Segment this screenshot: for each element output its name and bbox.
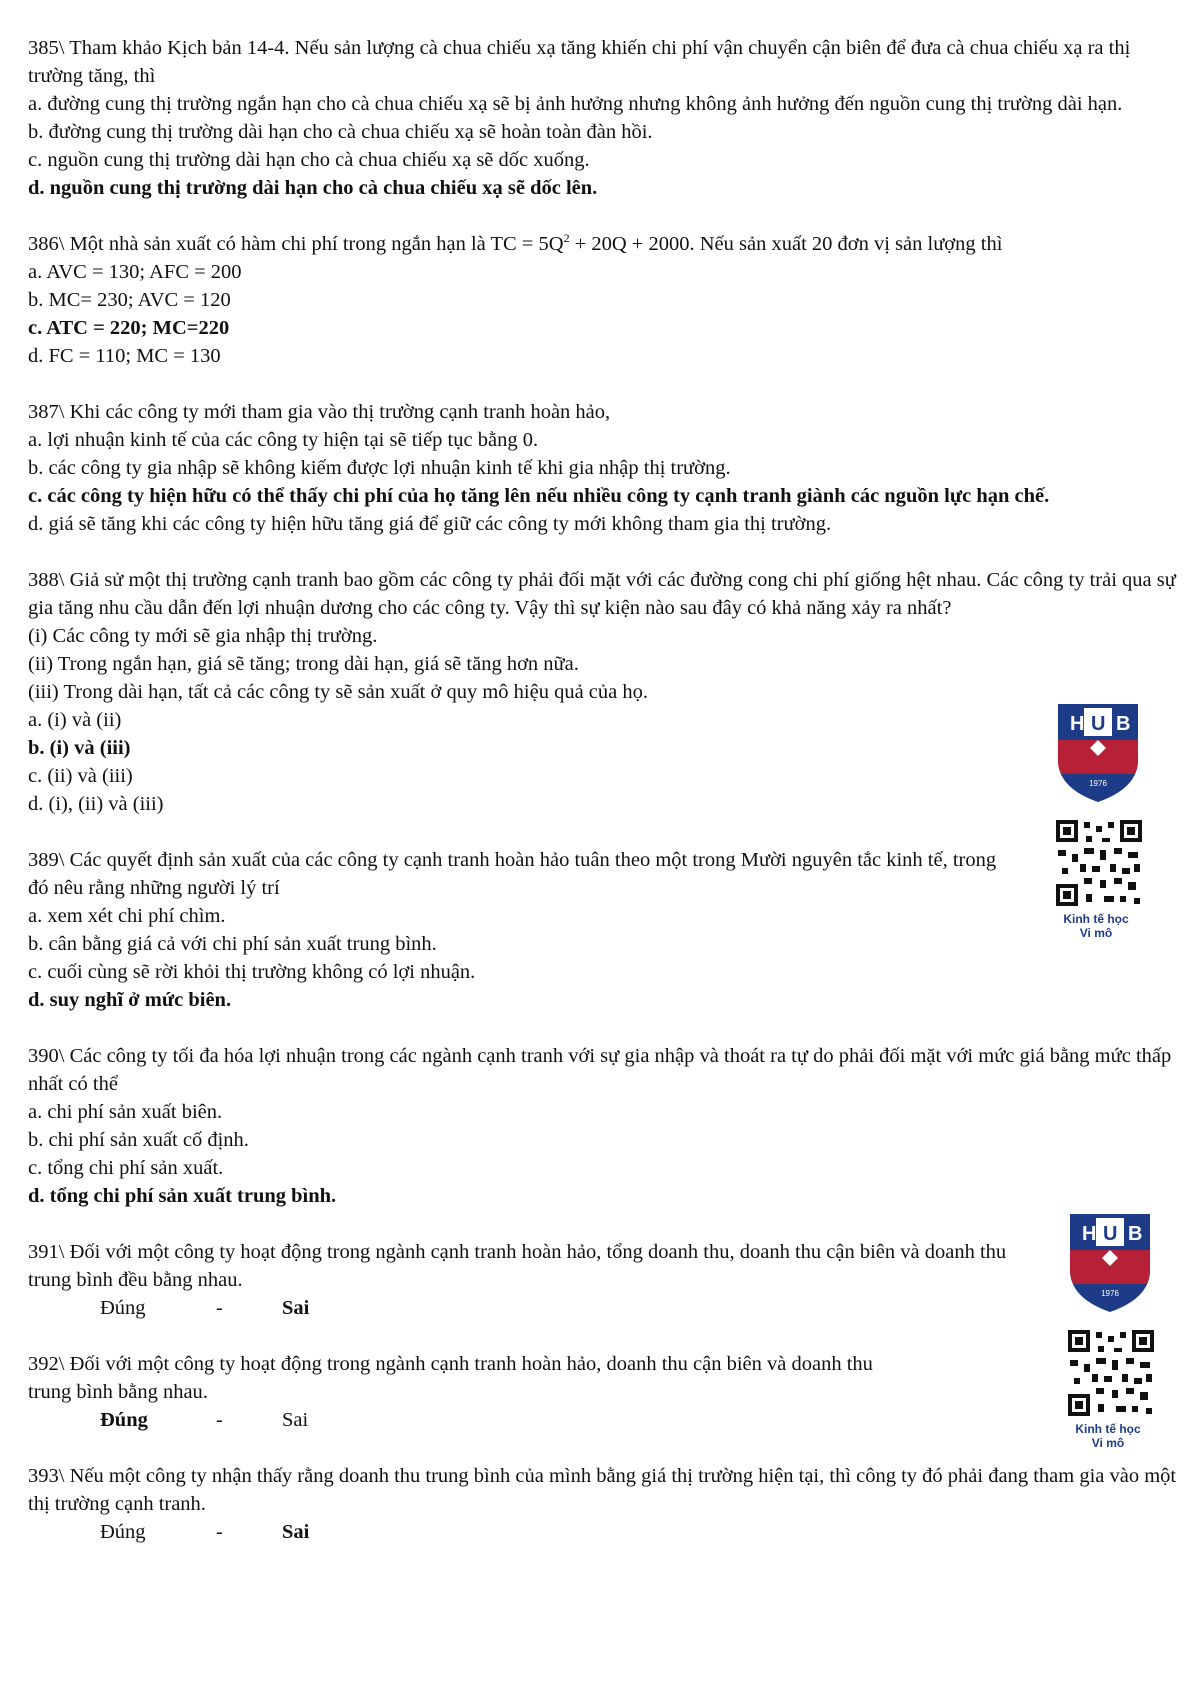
option-c-correct: c. các công ty hiện hữu có thể thấy chi phí của họ tăng lên nếu nhiều công ty cạnh tranh giành các nguồn lực hạn chế. [28,485,1050,507]
option-b: b. các công ty gia nhập sẽ không kiếm được lợi nhuận kinh tế khi gia nhập thị trường. [28,457,731,479]
question-385 [28,34,1178,202]
true-label: Đúng [100,1297,146,1319]
false-label: Sai [282,1409,309,1431]
question-stem: 388\ Giả sử một thị trường cạnh tranh bao gồm các công ty phải đối mặt với các đường cong chi phí giống hệt nhau. Các công ty trải qua sự gia tăng nhu cầu dẫn đến lợi nhuận dương cho các công ty. Vậy thì sự kiện nào sau đây có khả năng xảy ra nhất? [28,569,1176,619]
false-label-correct: Sai [282,1297,310,1319]
option-c-correct: c. ATC = 220; MC=220 [28,317,230,339]
false-label-correct: Sai [282,1521,310,1543]
true-false-row [28,1518,1178,1546]
option-a: a. đường cung thị trường ngắn hạn cho cà chua chiếu xạ sẽ bị ảnh hưởng nhưng không ảnh hưởng đến nguồn cung thị trường dài hạn. [28,93,1123,115]
hub-shield-icon [1066,1210,1154,1314]
logo-caption: Kinh tế học Vi mô [1075,1422,1141,1450]
option-c: c. tổng chi phí sản xuất. [28,1157,224,1179]
svg-text:U: U [1091,713,1106,735]
separator: - [216,1409,223,1431]
statement-iii: (iii) Trong dài hạn, tất cả các công ty sẽ sản xuất ở quy mô hiệu quả của họ. [28,681,648,703]
statement-ii: (ii) Trong ngắn hạn, giá sẽ tăng; trong dài hạn, giá sẽ tăng hơn nữa. [28,653,579,675]
svg-text:H: H [1082,1223,1097,1245]
question-393 [28,1462,1178,1546]
option-c: c. (ii) và (iii) [28,765,133,787]
question-stem: 391\ Đối với một công ty hoạt động trong ngành cạnh tranh hoàn hảo, tổng doanh thu, doanh thu cận biên và doanh thu trung bình đều bằng nhau. [28,1241,1007,1291]
hub-shield-icon [1054,700,1142,804]
true-label: Đúng [100,1521,146,1543]
option-c: c. nguồn cung thị trường dài hạn cho cà chua chiếu xạ sẽ dốc xuống. [28,149,590,171]
question-391 [28,1238,1178,1322]
option-b-correct: b. (i) và (iii) [28,737,131,759]
svg-text:B: B [1116,713,1131,735]
qr-code-icon [1056,820,1142,906]
question-386 [28,230,1178,370]
true-false-row [28,1406,1178,1434]
option-b: b. đường cung thị trường dài hạn cho cà chua chiếu xạ sẽ hoàn toàn đàn hồi. [28,121,653,143]
question-387 [28,398,1178,538]
true-false-row [28,1294,1178,1322]
option-d: d. giá sẽ tăng khi các công ty hiện hữu tăng giá để giữ các công ty mới không tham gia thị trường. [28,513,832,535]
option-b: b. chi phí sản xuất cố định. [28,1129,249,1151]
question-392 [28,1350,1178,1434]
svg-text:1976: 1976 [1101,1289,1119,1298]
question-stem: 389\ Các quyết định sản xuất của các công ty cạnh tranh hoàn hảo tuân theo một trong Mười nguyên tắc kinh tế, trong đó nêu rằng những người lý trí [28,849,997,899]
separator: - [216,1521,223,1543]
hub-logo-1 [1040,700,1152,940]
option-a: a. lợi nhuận kinh tế của các công ty hiện tại sẽ tiếp tục bằng 0. [28,429,539,451]
question-stem: 387\ Khi các công ty mới tham gia vào thị trường cạnh tranh hoàn hảo, [28,401,611,423]
option-d-correct: d. tổng chi phí sản xuất trung bình. [28,1185,337,1207]
question-388 [28,566,1178,818]
qr-code-icon [1068,1330,1154,1416]
option-d-correct: d. nguồn cung thị trường dài hạn cho cà chua chiếu xạ sẽ dốc lên. [28,177,598,199]
question-stem: 385\ Tham khảo Kịch bản 14-4. Nếu sản lượng cà chua chiếu xạ tăng khiến chi phí vận chuyển cận biên để đưa cà chua chiếu xạ ra thị trường tăng, thì [28,37,1131,87]
question-stem: 390\ Các công ty tối đa hóa lợi nhuận trong các ngành cạnh tranh với sự gia nhập và thoát ra tự do phải đối mặt với mức giá bằng mức thấp nhất có thể [28,1045,1172,1095]
hub-logo-2 [1052,1210,1164,1450]
question-stem: 392\ Đối với một công ty hoạt động trong ngành cạnh tranh hoàn hảo, doanh thu cận biên và doanh thu trung bình bằng nhau. [28,1353,873,1403]
logo-caption: Kinh tế học Vi mô [1063,912,1129,940]
svg-text:H: H [1070,713,1085,735]
option-c: c. cuối cùng sẽ rời khỏi thị trường không có lợi nhuận. [28,961,476,983]
question-stem: 393\ Nếu một công ty nhận thấy rằng doanh thu trung bình của mình bằng giá thị trường hiện tại, thì công ty đó phải đang tham gia vào một thị trường cạnh tranh. [28,1465,1177,1515]
option-a: a. xem xét chi phí chìm. [28,905,226,927]
option-b: b. MC= 230; AVC = 120 [28,289,231,311]
question-389 [28,846,1178,1014]
true-label-correct: Đúng [100,1409,148,1431]
option-d: d. (i), (ii) và (iii) [28,793,164,815]
option-a: a. AVC = 130; AFC = 200 [28,261,242,283]
svg-text:U: U [1103,1223,1118,1245]
svg-text:B: B [1128,1223,1143,1245]
svg-text:1976: 1976 [1089,779,1107,788]
option-a: a. chi phí sản xuất biên. [28,1101,223,1123]
option-d-correct: d. suy nghĩ ở mức biên. [28,989,232,1011]
question-390 [28,1042,1178,1210]
separator: - [216,1297,223,1319]
option-d: d. FC = 110; MC = 130 [28,345,221,367]
question-stem: 386\ Một nhà sản xuất có hàm chi phí trong ngắn hạn là TC = $5Q^2 + 20Q + 2000$. Nếu sản xuất 20 đơn vị sản lượng thì [28,231,1003,255]
statement-i: (i) Các công ty mới sẽ gia nhập thị trường. [28,625,378,647]
option-b: b. cân bằng giá cả với chi phí sản xuất trung bình. [28,933,437,955]
option-a: a. (i) và (ii) [28,709,122,731]
document-page [28,34,1178,1574]
